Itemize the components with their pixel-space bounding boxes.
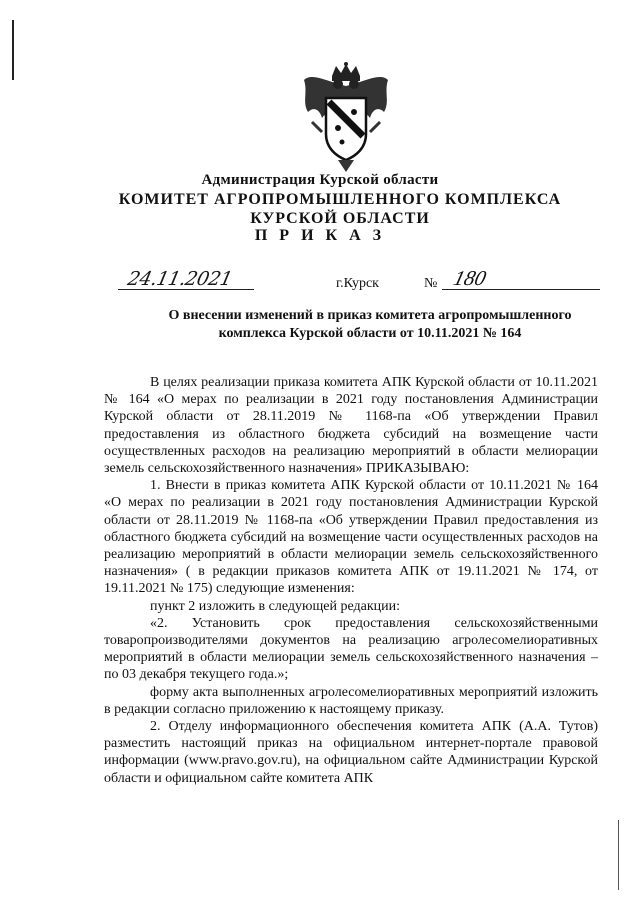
order-body (104, 374, 598, 787)
paragraph-item-1-form: форму акта выполненных агролесомелиоративных мероприятий изложить в редакции согласно приложению к настоящему приказу. (104, 684, 598, 717)
order-title (150, 307, 590, 343)
paragraph-item-1: 1. Внести в приказ комитета АПК Курской области от 10.11.2021 № 164 «О мерах по реализации в 2021 году постановления Администрации Курской области от 28.11.2019 № 1168-па «Об утверждении Правил предоставления из областного бюджета субсидий на возмещение части осуществленных расходов на реализацию мероприятий в области мелиорации земель сельскохозяйственного назначения» ( в редакции приказов комитета АПК от 19.11.2021 № 174, от 19.11.2021 № 175) следующие изменения: (104, 478, 598, 597)
order-title-line1: О внесении изменений в приказ комитета агропромышленного (168, 308, 572, 323)
handwritten-date: 24.11.2021 (125, 268, 235, 290)
date-underline (118, 289, 254, 290)
number-underline (442, 289, 600, 290)
number-sign: № (424, 276, 438, 291)
committee-title-line1: КОМИТЕТ АГРОПРОМЫШЛЕННОГО КОМПЛЕКСА (118, 191, 562, 208)
city: г.Курск (336, 276, 379, 291)
paragraph-item-1-point: пункт 2 изложить в следующей редакции: (150, 598, 400, 614)
handwritten-order-number: 180 (451, 266, 489, 290)
paragraph-preamble: В целях реализации приказа комитета АПК Курской области от 10.11.2021 № 164 «О мерах по реализации в 2021 году постановления Администрации Курской области от 28.11.2019 № 1168-па «Об утверждении Правил предоставления из областного бюджета субсидий на возмещение части осуществленных расходов на реализацию мероприятий в области мелиорации земель сельскохозяйственного назначения» ПРИКАЗЫВАЮ: (104, 375, 598, 477)
order-meta (118, 266, 598, 298)
scan-edge-mark (12, 20, 14, 80)
scan-edge-mark-right (618, 820, 619, 890)
paragraph-item-1-quote: «2. Установить срок предоставления сельскохозяйственными товаропроизводителями документов на реализацию агролесомелиоративных мероприятий в области мелиорации земель сельскохозяйственного назначения – по 03 декабря текущего года.»; (104, 615, 598, 683)
order-heading: П Р И К А З (254, 227, 386, 244)
administration-title: Администрация Курской области (201, 172, 439, 188)
order-title-line2: комплекса Курской области от 10.11.2021 № 164 (218, 326, 522, 341)
committee-title-line2: КУРСКОЙ ОБЛАСТИ (250, 210, 430, 227)
committee-title (70, 190, 610, 228)
coat-of-arms-icon (298, 62, 394, 174)
paragraph-item-2: 2. Отделу информационного обеспечения комитета АПК (А.А. Тутов) разместить настоящий приказ на официальном интернет-портале правовой информации (www.pravo.gov.ru), на официальном сайте Администрации Курской области и официальном сайте комитета АПК (104, 719, 598, 786)
